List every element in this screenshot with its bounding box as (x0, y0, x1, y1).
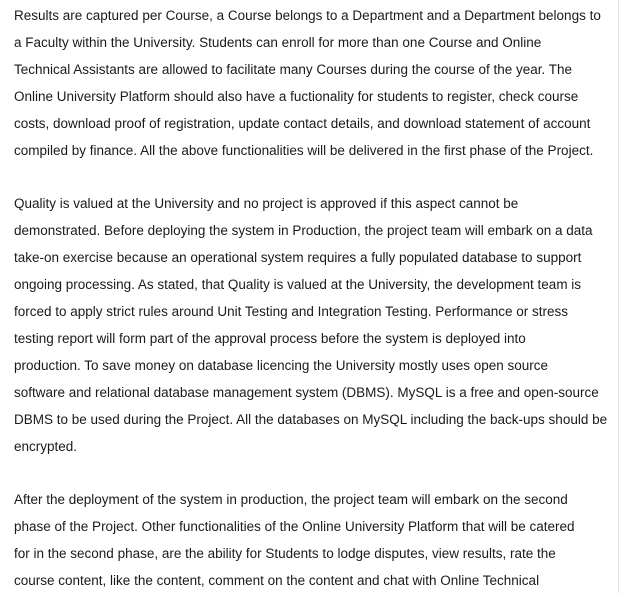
paragraph-1-line-3: Technical Assistants are allowed to facilitate many Courses during the course of the year. The (14, 62, 573, 77)
paragraph-2-line-3: take-on exercise because an operational system requires a fully populated database to support (14, 250, 582, 265)
paragraph-1-line-2: a Faculty within the University. Students can enroll for more than one Course and Online (14, 35, 542, 50)
page-edge-divider (618, 0, 619, 593)
paragraph-2-line-5: forced to apply strict rules around Unit Testing and Integration Testing. Performance or stress (14, 304, 569, 319)
paragraph-2-line-7: production. To save money on database licencing the University mostly uses open source (14, 358, 549, 373)
paragraph-1-line-1: Results are captured per Course, a Course belongs to a Department and a Department belongs to (14, 8, 601, 23)
paragraph-2-line-4: ongoing processing. As stated, that Quality is valued at the University, the development team is (14, 277, 582, 292)
paragraph-3-line-1: After the deployment of the system in production, the project team will embark on the second (14, 492, 568, 507)
paragraph-2-line-1: Quality is valued at the University and no project is approved if this aspect cannot be (14, 196, 519, 211)
paragraph-2-line-8: software and relational database management system (DBMS). MySQL is a free and open-source (14, 385, 599, 400)
paragraph-1-line-5: costs, download proof of registration, update contact details, and download statement of account (14, 116, 591, 131)
paragraph-3-line-3: for in the second phase, are the ability for Students to lodge disputes, view results, rate the (14, 546, 556, 561)
paragraph-2-line-2: demonstrated. Before deploying the system in Production, the project team will embark on a data (14, 223, 593, 238)
paragraph-1-line-4: Online University Platform should also have a fuctionality for students to register, check course (14, 89, 579, 104)
paragraph-1-line-6: compiled by finance. All the above functionalities will be delivered in the first phase of the Project. (14, 143, 594, 158)
paragraph-2-line-6: testing report will form part of the approval process before the system is deployed into (14, 331, 526, 346)
paragraph-3-line-4: course content, like the content, comment on the content and chat with Online Technical (14, 573, 540, 588)
paragraph-2-line-10: encrypted. (14, 439, 78, 454)
paragraph-3-line-2: phase of the Project. Other functionalities of the Online University Platform that will be catered (14, 519, 575, 534)
paragraph-2-line-9: DBMS to be used during the Project. All the databases on MySQL including the back-ups should be (14, 412, 608, 427)
